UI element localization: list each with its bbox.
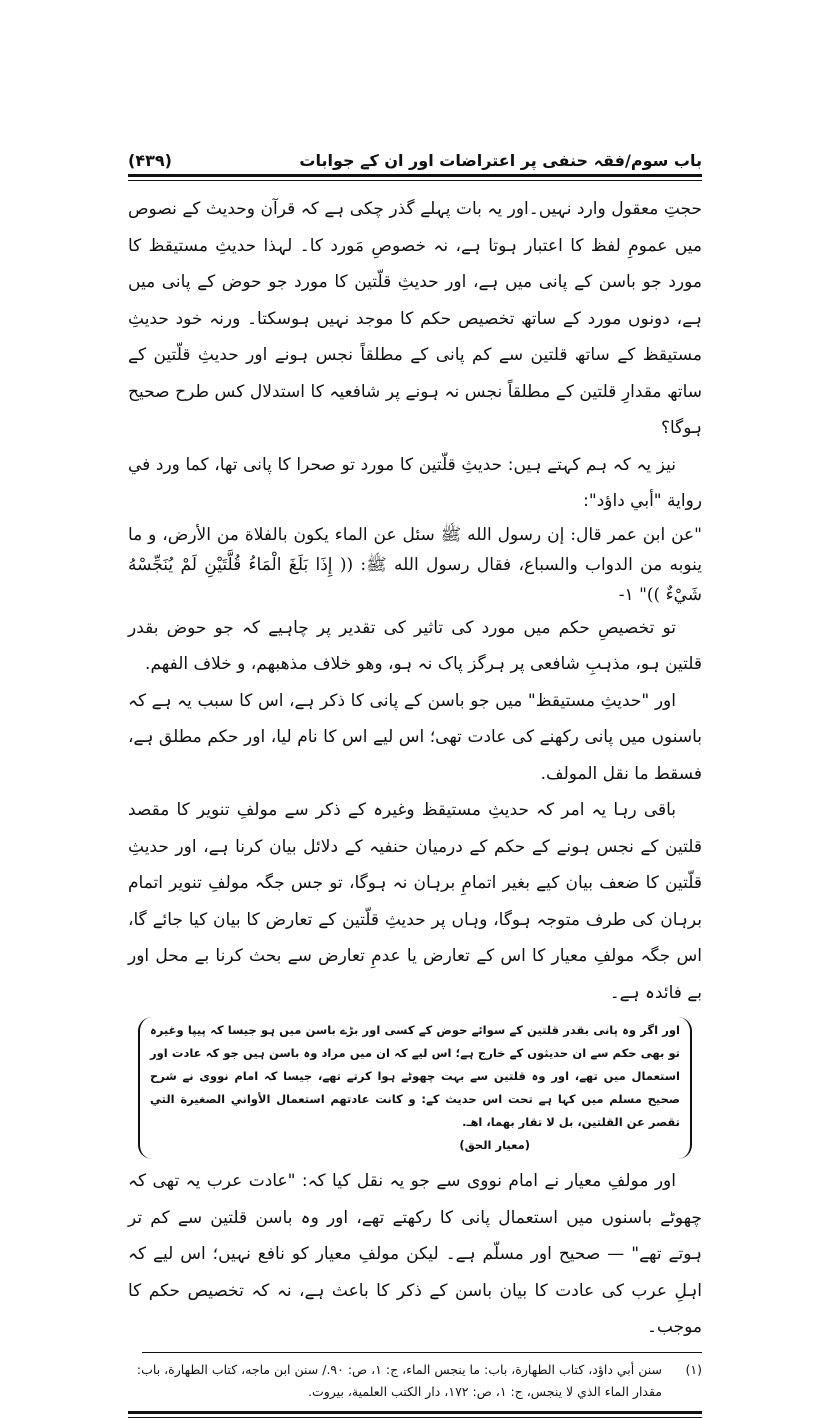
chapter-title: باب سوم/فقہ حنفی پر اعتراضات اور ان کے جوابات — [299, 151, 702, 170]
page-body — [128, 191, 702, 1346]
paragraph: باقی رہا یہ امر کہ حدیثِ مستیقظ وغیرہ کے ذکر سے مولفِ تنویر کا مقصد قلتین کے نجس ہونے کے حکم کے درمیان حنفیہ کے دلائل بیان کرنا ہے، اور حدیثِ قلّتین کا ضعف بیان کیے بغیر اتمامِ برہان نہ ہوگا، تو جس جگہ مولفِ تنویر اتمام برہان کی طرف متوجہ ہوگا، وہاں پر حدیثِ قلّتین کے تعارض کا بیان کیا جائے گا، اس جگہ مولفِ معیار کا اس کے تعارض یا عدمِ تعارض سے بحث کرنا بے محل اور بے فائدہ ہے۔ — [128, 800, 702, 1003]
paragraph: نیز یہ کہ ہم کہتے ہیں: حدیثِ قلّتین کا مورد تو صحرا کا پانی تھا، کما ورد في رواية "أبي داؤد": — [128, 454, 702, 511]
paragraph: اور "حدیثِ مستیقظ" میں جو باسن کے پانی کا ذکر ہے، اس کا سبب یہ ہے کہ باسنوں میں پانی رکھنے کی عادت تھی؛ اس لیے اس کا نام لیا، اور حکم مطلق ہے، فسقط ما نقل المولف. — [128, 690, 702, 784]
book-page — [128, 140, 702, 1418]
paragraph: اور مولفِ معیار نے امام نووی سے جو یہ نقل کیا کہ: "عادت عرب یہ تھی کہ چھوٹے باسنوں میں استعمال پانی کا رکھتے تھے، اور وہ باسن قلتین سے کم تر ہوتے تھے" — صحیح اور مسلّم ہے۔ لیکن مولفِ معیار کو نافع نہیں؛ اس لیے کہ اہلِ عرب کی عادت کا بیان باسن کے ذکر کا باعث ہے، نہ کہ تخصیص حکم کا موجب۔ — [128, 1171, 702, 1337]
quoted-note-text: اور اگر وہ پانی بقدر قلتین کے سوائے حوض کے کسی اور بڑے باسن میں ہو جیسا کہ پیپا وغیرہ تو بھی حکم سے ان حدیثوں کے خارج ہے؛ اس لیے کہ ان میں مراد وہ باسن ہیں جو کہ عادت اور استعمال میں تھے، اور وہ قلتین سے بہت چھوٹے ہوا کرتے تھے، جیسا کہ امام نووی نے شرح صحیح مسلم میں کہا ہے تحت اس حدیث کے: و كانت عادتهم استعمال الأواني الصغيرة التي تقصر عن القلتين، بل لا تقار بهما، اهـ. — [150, 1023, 680, 1129]
quoted-note-box — [138, 1017, 692, 1159]
footnote — [128, 1359, 702, 1403]
paragraph: حجتِ معقول وارد نہیں۔اور یہ بات پہلے گذر چکی ہے کہ قرآن وحدیث کے نصوص میں عمومِ لفظ کا اعتبار ہوتا ہے، نہ خصوصِ مَورد کا۔ لہذا حدیثِ مستیقظ کا مورد جو باسن کے پانی میں ہے، اور حدیثِ قلّتین کا مورد جو حوض کے پانی میں ہے، دونوں مورد کے ساتھ تخصیص حکم کا موجد نہیں ہوسکتا۔ ورنہ خود حدیثِ مستیقظ کے ساتھ قلتین سے کم پانی کے مطلقاً نجس ہونے اور حدیثِ قلّتین کے ساتھ مقدارِ قلتین کے مطلقاً نجس نہ ہونے پر شافعیہ کا استدلال کس طرح صحیح ہوگا؟ — [128, 199, 702, 438]
footer-double-rule — [128, 1411, 702, 1418]
footnote-number: (١) — [685, 1361, 702, 1377]
header-double-rule — [128, 174, 702, 181]
quoted-note-source: (معیار الحق) — [459, 1138, 530, 1152]
page-number: (۴۳۹) — [128, 151, 172, 170]
footnote-rule — [142, 1352, 702, 1353]
footnote-text: سنن أبي داؤد، كتاب الطهارة، باب: ما ينجس الماء، ج: ١، ص: ٩٠./ سنن ابن ماجه، كتاب الطهارة، باب: مقدار الماء الذي لا ينجس، ج: ١، ص: ١٧٢، دار الكتب العلمية، بيروت. — [136, 1361, 662, 1399]
arabic-hadith-quote: "عن ابن عمر قال: إن رسول الله ﷺ سئل عن الماء يكون بالفلاة من الأرض، و ما ينوبه من الدواب والسباع، فقال رسول الله ﷺ: (( إِذَا بَلَغَ الْمَاءُ قُلَّتَيْنِ لَمْ يُنَجِّسْهُ شَيْءٌ ))" ١- — [128, 524, 702, 605]
page-header — [128, 140, 702, 170]
paragraph: تو تخصیصِ حکم میں مورد کی تاثیر کی تقدیر پر چاہیے کہ جو حوض بقدر قلتین ہو، مذہبِ شافعی پر ہرگز پاک نہ ہو، وهو خلاف مذهبهم، و خلاف الفهم. — [128, 617, 702, 674]
